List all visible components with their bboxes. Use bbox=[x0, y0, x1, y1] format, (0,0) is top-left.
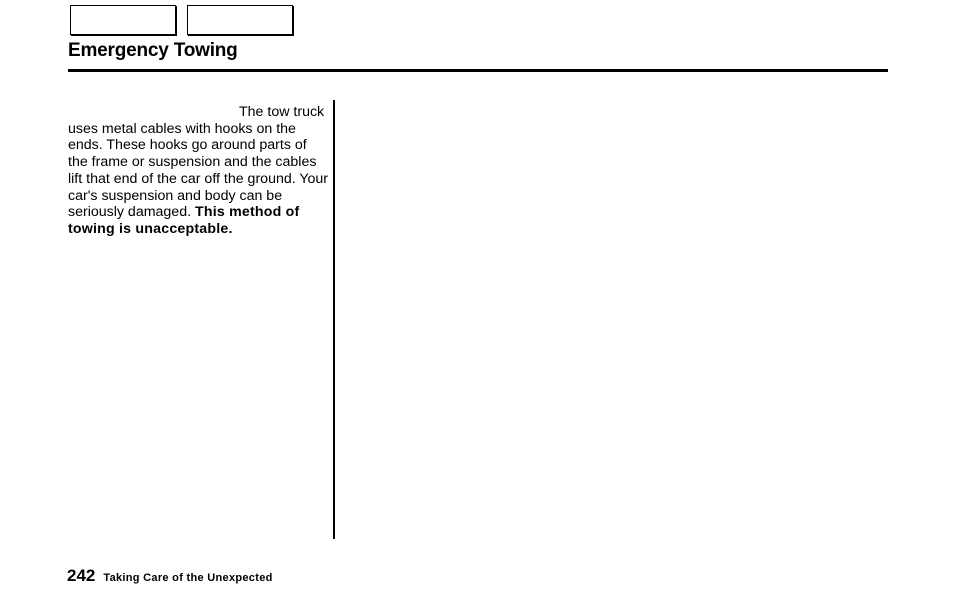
nav-box-left[interactable] bbox=[70, 5, 176, 35]
nav-box-right[interactable] bbox=[187, 5, 293, 35]
body-column bbox=[68, 104, 330, 238]
emphasis-text: This method of towing is unacceptable. bbox=[68, 204, 300, 237]
page-number: 242 bbox=[67, 566, 96, 585]
column-divider bbox=[333, 100, 335, 539]
paragraph-text: The tow truck uses metal cables with hooks on the ends. These hooks go around parts of the frame or suspension and the cables lift that end of the car off the ground. Your car's suspension and body can be seriously damaged. bbox=[68, 104, 329, 221]
section-name: Taking Care of the Unexpected bbox=[103, 572, 273, 584]
title-divider bbox=[68, 69, 888, 72]
page-footer bbox=[67, 566, 273, 586]
body-paragraph bbox=[68, 104, 330, 238]
page-title: Emergency Towing bbox=[68, 40, 238, 61]
